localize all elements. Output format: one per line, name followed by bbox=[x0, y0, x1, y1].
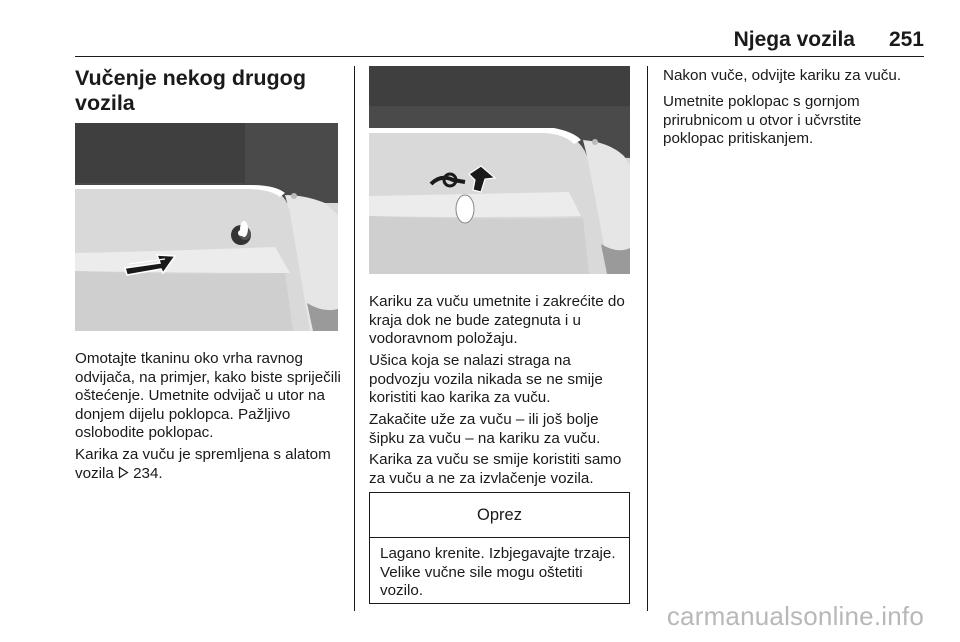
column-divider-left bbox=[354, 66, 355, 611]
page-header-title: Njega vozila bbox=[733, 28, 855, 51]
paragraph-attach-rope: Zakačite uže za vuču – ili još bolje šipku za vuču – na kariku za vuču. bbox=[369, 411, 601, 447]
page-reference-number: 234. bbox=[133, 464, 163, 482]
column-divider-right bbox=[647, 66, 648, 611]
paragraph-refit-cover: Umetnite poklopac s gornjom prirubnicom u otvor i učvrstite poklopac pritiskanjem. bbox=[663, 93, 862, 147]
header-divider bbox=[75, 56, 924, 57]
watermark: carmanualsonline.info bbox=[666, 601, 924, 631]
paragraph-cover-removal: Omotajte tkaninu oko vrha ravnog odvijača, na primjer, kako biste spriječili oštećenje. Umetnite odvijač u utor na donjem dijelu poklopca. Pažljivo oslobodite poklopac. bbox=[75, 350, 341, 441]
paragraph-rear-eye-warning: Ušica koja se nalazi straga na podvozju vozila nikada se ne smije koristiti kao karika za vuču. bbox=[369, 352, 603, 406]
page-reference-icon bbox=[118, 466, 129, 479]
paragraph-insert-towing-eye: Kariku za vuču umetnite i zakrećite do kraja dok ne bude zategnuta i u vodoravnom položaju. bbox=[369, 293, 625, 347]
caution-text: Lagano krenite. Izbjegavajte trzaje. Velike vučne sile mogu oštetiti vozilo. bbox=[380, 545, 616, 599]
paragraph-towing-only: Karika za vuču se smije koristiti samo za vuču a ne za izvlačenje vozila. bbox=[369, 451, 622, 487]
figure-towing-eye bbox=[369, 66, 630, 274]
caution-title: Oprez bbox=[370, 493, 629, 538]
paragraph-unscrew-eye: Nakon vuče, odvijte kariku za vuču. bbox=[663, 67, 902, 84]
towing-eye-storage-text: Karika za vuču je spremljena s alatom vozila bbox=[75, 446, 331, 482]
page-number: 251 bbox=[888, 28, 924, 51]
section-title: Vučenje nekog drugog vozila bbox=[75, 66, 306, 115]
paragraph-towing-eye-storage bbox=[75, 446, 347, 483]
caution-box bbox=[369, 492, 630, 604]
figure-bumper-cover bbox=[75, 123, 338, 331]
